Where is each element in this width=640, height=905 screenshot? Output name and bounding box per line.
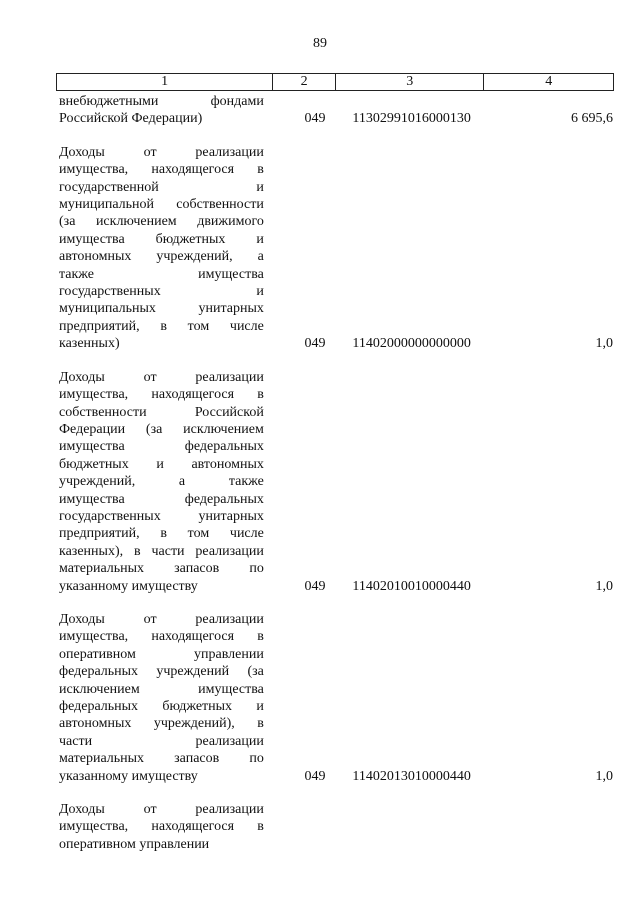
description-line: муниципальных унитарных: [59, 301, 264, 317]
description-line: казенных), в части реализации: [59, 543, 264, 559]
description-line: автономных учреждений), в: [59, 716, 264, 732]
admin-code: 049: [304, 768, 326, 784]
description-line: также имущества: [59, 266, 264, 282]
description-line: муниципальной собственности: [59, 197, 264, 213]
description-line: материальных запасов по: [59, 751, 264, 767]
description-line: федеральных бюджетных и: [59, 699, 264, 714]
amount-value: 6 695,6: [571, 111, 613, 127]
description-line: указанному имуществу: [59, 578, 198, 594]
description-line: имущества федеральных: [59, 439, 264, 455]
amount-value: 1,0: [595, 578, 613, 594]
table-row: [56, 611, 614, 785]
page-number: 89: [313, 36, 327, 51]
budget-classification-code: 11302991016000130: [352, 111, 471, 127]
description-line: собственности Российской: [59, 404, 264, 420]
description-line: оперативном управлении: [59, 836, 210, 852]
description-line: предприятий, в том числе: [59, 318, 264, 334]
description-line: Доходы от реализации: [59, 611, 264, 627]
budget-classification-code: 11402010010000440: [352, 578, 471, 594]
row-description: [56, 801, 264, 853]
table-header: [56, 73, 614, 91]
description-line: оперативном управлении: [59, 646, 264, 662]
table-row: [56, 144, 614, 353]
header-col-4: 4: [545, 74, 553, 89]
description-line: имущества, находящегося в: [59, 387, 264, 403]
description-line: федеральных учреждений (за: [59, 664, 264, 680]
description-line: материальных запасов по: [59, 561, 264, 577]
description-line: (за исключением движимого: [59, 214, 264, 230]
description-line: учреждений, а также: [59, 474, 264, 490]
budget-classification-code: 11402000000000000: [352, 336, 471, 352]
description-line: государственной и: [59, 179, 264, 195]
table-body: [56, 93, 614, 869]
admin-code: 049: [304, 336, 326, 352]
row-description: [56, 611, 264, 785]
description-line: указанному имуществу: [59, 768, 198, 784]
row-description: [56, 144, 264, 353]
description-line: казенных): [59, 336, 120, 352]
description-line: имущества, находящегося в: [59, 819, 264, 835]
amount-value: 1,0: [595, 768, 613, 784]
description-line: Доходы от реализации: [59, 144, 264, 160]
description-line: предприятий, в том числе: [59, 526, 264, 542]
description-line: имущества федеральных: [59, 491, 264, 507]
admin-code: 049: [304, 578, 326, 594]
table-row: [56, 801, 614, 853]
description-line: Российской Федерации): [59, 111, 203, 127]
description-line: имущества, находящегося в: [59, 629, 264, 645]
description-line: Доходы от реализации: [59, 802, 264, 818]
description-line: Доходы от реализации: [59, 369, 264, 385]
row-description: [56, 93, 264, 128]
description-line: части реализации: [59, 733, 264, 749]
description-line: имущества, находящегося в: [59, 162, 264, 178]
header-col-1: 1: [57, 74, 273, 90]
row-description: [56, 369, 264, 595]
description-line: Федерации (за исключением: [59, 421, 264, 437]
table-row: [56, 369, 614, 595]
description-line: государственных и: [59, 284, 264, 300]
description-line: государственных унитарных: [59, 508, 264, 524]
description-line: автономных учреждений, а: [59, 249, 264, 265]
description-line: имущества бюджетных и: [59, 231, 264, 247]
description-line: внебюджетными фондами: [59, 94, 264, 109]
header-col-2: 2: [273, 74, 336, 90]
amount-value: 1,0: [595, 336, 613, 352]
description-line: исключением имущества: [59, 681, 264, 697]
admin-code: 049: [304, 111, 326, 127]
description-line: бюджетных и автономных: [59, 456, 264, 472]
budget-classification-code: 11402013010000440: [352, 768, 471, 784]
header-col-3: 3: [336, 74, 484, 90]
table-row: [56, 93, 614, 128]
